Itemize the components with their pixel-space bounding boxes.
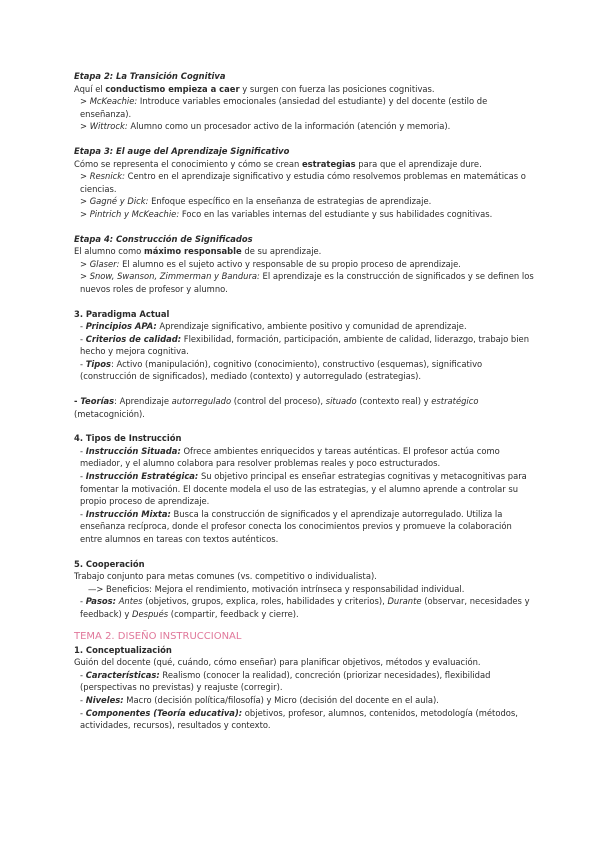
etapa2-intro: Aquí el conductismo empieza a caer y surgen con fuerza las posiciones cognitivas. (74, 83, 435, 94)
tema2-intro: Guión del docente (qué, cuándo, cómo enseñar) para planificar objetivos, métodos y evaluación. (74, 657, 481, 668)
cooperacion-pasos: - Pasos: Antes (objetivos, grupos, explica, roles, habilidades y criterios), Durante (observar, necesidades y feedback) y Después (compartir, feedback y cierre). (80, 596, 530, 619)
cooperacion-beneficios: —> Beneficios: Mejora el rendimiento, motivación intrínseca y responsabilidad individual. (88, 583, 465, 594)
document-page (74, 70, 534, 732)
etapa4-item-glaser: > Glaser: El alumno es el sujeto activo y responsable de su propio proceso de aprendizaje. (80, 258, 461, 269)
etapa3-item-resnick: > Resnick: Centro en el aprendizaje significativo y estudia cómo resolvemos problemas en matemáticas o ciencias. (80, 171, 526, 194)
tema2-item-componentes: - Componentes (Teoría educativa): objetivos, profesor, alumnos, contenidos, metodología (métodos, actividades, recursos), resultados y contexto. (80, 707, 518, 731)
etapa2-item-mckeachie: > McKeachie: Introduce variables emocionales (ansiedad del estudiante) y del docente (estilo de enseñanza). (80, 96, 488, 119)
etapa4-title: Etapa 4: Construcción de Significados (74, 233, 253, 244)
etapa3-item-pintrich: > Pintrich y McKeachie: Foco en las variables internas del estudiante y sus habilidades cognitivas. (80, 208, 493, 219)
paradigma-item-principios: - Principios APA: Aprendizaje significativo, ambiente positivo y comunidad de aprendizaje. (80, 321, 467, 332)
paradigma-item-tipos: - Tipos: Activo (manipulación), cognitivo (conocimiento), constructivo (esquemas), significativo (construcción de significados), mediado (contexto) y autorregulado (estrategias). (80, 358, 483, 382)
instruccion-item-estrategica: - Instrucción Estratégica: Su objetivo principal es enseñar estrategias cognitivas y metacognitivas para fomentar la motivación. El docente modela el uso de las estrategias, y el alumno aprende a controlar su propio proceso de aprendizaje. (80, 471, 527, 507)
instruccion-title: 4. Tipos de Instrucción (74, 433, 182, 444)
etapa2-title: Etapa 2: La Transición Cognitiva (74, 71, 226, 81)
etapa4-item-snow: > Snow, Swanson, Zimmerman y Bandura: El aprendizaje es la construcción de significados y se definen los nuevos roles de profesor y alumno. (80, 271, 534, 294)
tema2-subtitle: 1. Conceptualización (74, 644, 172, 655)
tema2-item-caracteristicas: - Características: Realismo (conocer la realidad), concreción (priorizar necesidades), flexibilidad (perspectivas no previstas) y reajuste (corregir). (80, 669, 491, 693)
etapa3-item-gagne: > Gagné y Dick: Enfoque específico en la enseñanza de estrategias de aprendizaje. (80, 196, 432, 207)
cooperacion-intro: Trabajo conjunto para metas comunes (vs. competitivo o individualista). (74, 571, 377, 582)
etapa2-item-wittrock: > Wittrock: Alumno como un procesador activo de la información (atención y memoria). (80, 121, 451, 132)
etapa3-intro: Cómo se representa el conocimiento y cómo se crean estrategias para que el aprendizaje dure. (74, 158, 482, 169)
etapa4-intro: El alumno como máximo responsable de su aprendizaje. (74, 246, 322, 257)
paradigma-teorias: - Teorías: Aprendizaje autorregulado (control del proceso), situado (contexto real) y estratégico (metacognición). (74, 396, 479, 419)
tema2-title: TEMA 2. DISEÑO INSTRUCCIONAL (74, 630, 242, 642)
cooperacion-title: 5. Cooperación (74, 558, 145, 569)
etapa3-title: Etapa 3: El auge del Aprendizaje Significativo (74, 145, 290, 156)
instruccion-item-situada: - Instrucción Situada: Ofrece ambientes enriquecidos y tareas auténticas. El profesor actúa como mediador, y el alumno colabora para resolver problemas reales y poco estructurados. (80, 445, 500, 469)
instruccion-item-mixta: - Instrucción Mixta: Busca la construcción de significados y el aprendizaje autorregulado. Utiliza la enseñanza recíproca, donde el profesor conecta los conocimientos previos y promueve la colaboración entre alumnos en tareas con textos auténticos. (80, 508, 512, 544)
paradigma-item-criterios: - Criterios de calidad: Flexibilidad, formación, participación, ambiente de calidad, liderazgo, trabajo bien hecho y mejora cognitiva. (80, 333, 530, 357)
paradigma-title: 3. Paradigma Actual (74, 308, 170, 319)
tema2-item-niveles: - Niveles: Macro (decisión política/filosofía) y Micro (decisión del docente en el aula). (80, 694, 439, 705)
